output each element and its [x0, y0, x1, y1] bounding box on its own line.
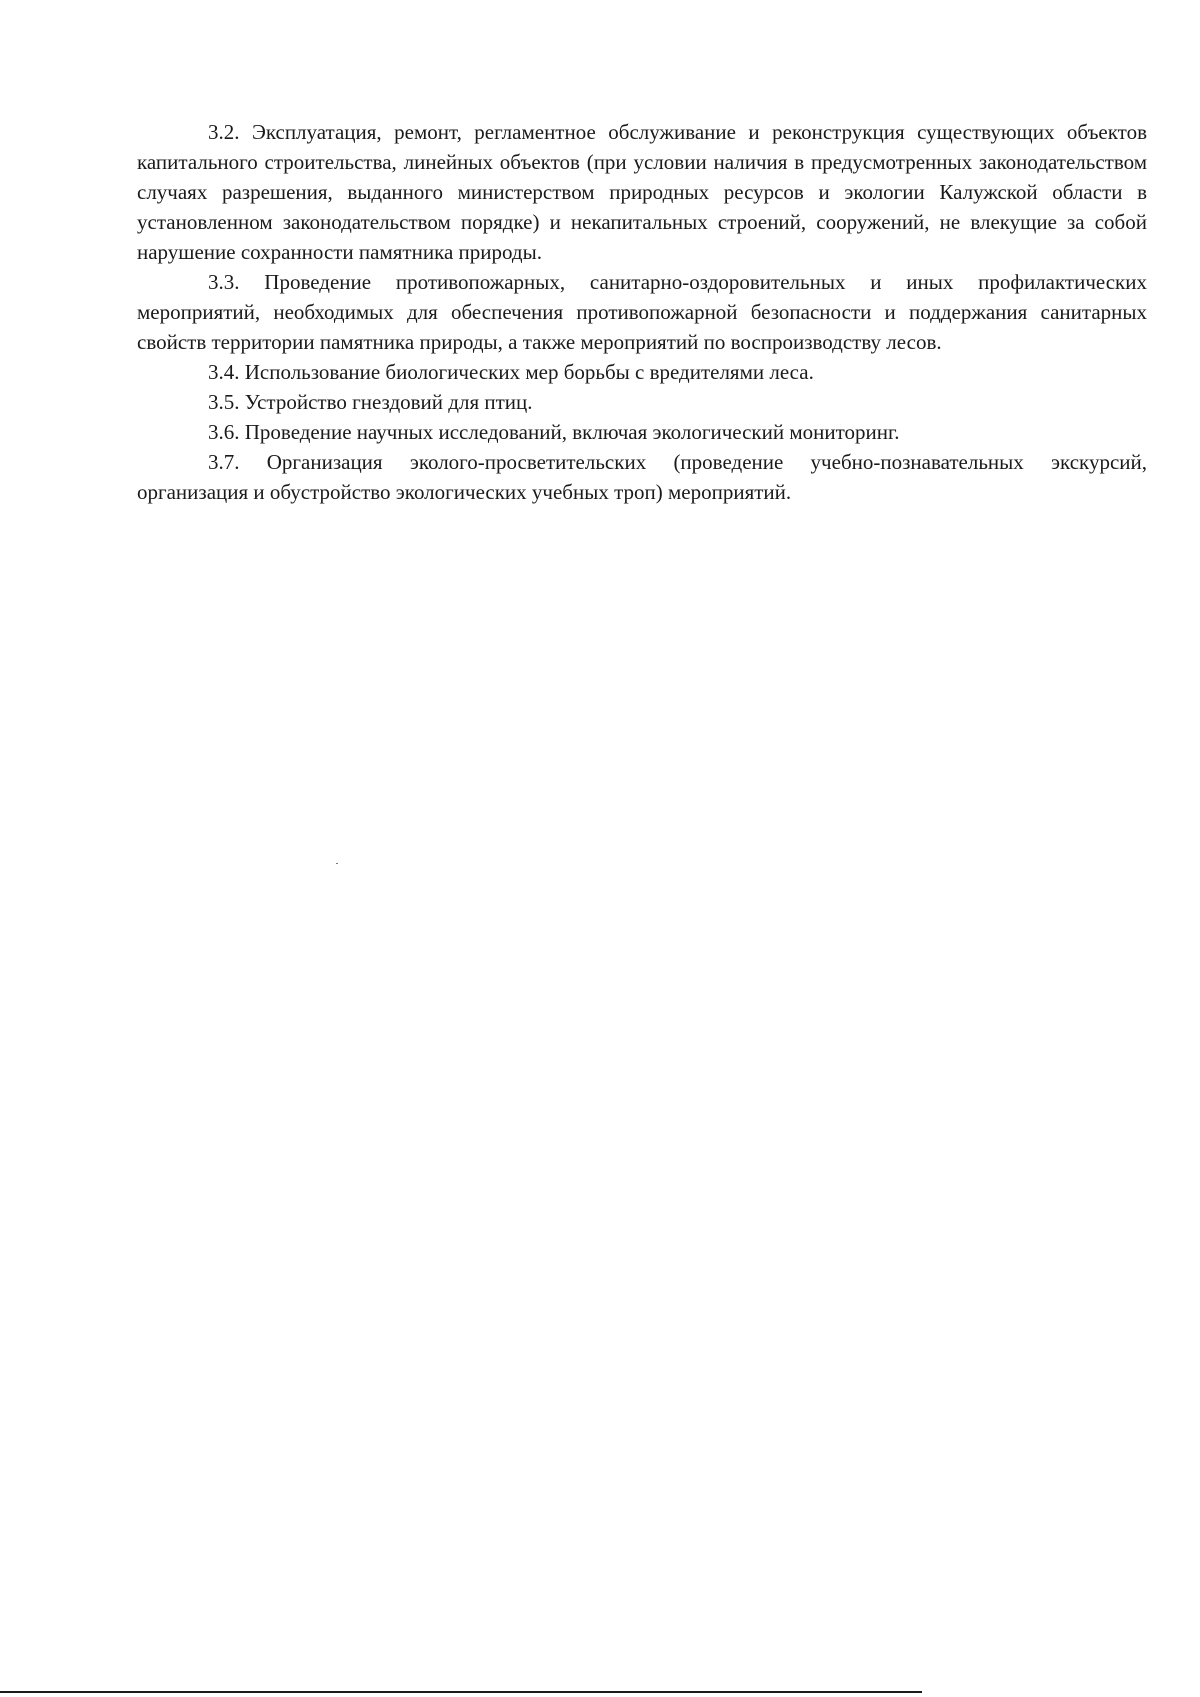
document-body [137, 117, 1147, 507]
paragraph-3-7: 3.7. Организация эколого-просветительских (проведение учебно-познавательных экскурсий, организация и обустройство экологических учебных троп) мероприятий. [137, 450, 1147, 504]
paragraph-3-4: 3.4. Использование биологических мер борьбы с вредителями леса. [208, 360, 814, 384]
page-bottom-rule [0, 1691, 922, 1693]
paragraph-3-5: 3.5. Устройство гнездовий для птиц. [208, 390, 533, 414]
scan-speck [336, 863, 338, 864]
paragraph-3-6: 3.6. Проведение научных исследований, включая экологический мониторинг. [208, 420, 900, 444]
paragraph-3-3: 3.3. Проведение противопожарных, санитарно-оздоровительных и иных профилактических мероприятий, необходимых для обеспечения противопожарной безопасности и поддержания санитарных свойств территории памятника природы, а также мероприятий по воспроизводству лесов. [137, 270, 1147, 354]
paragraph-3-2: 3.2. Эксплуатация, ремонт, регламентное обслуживание и реконструкция существующих объектов капитального строительства, линейных объектов (при условии наличия в предусмотренных законодательством случаях разрешения, выданного министерством природных ресурсов и экологии Калужской области в установленном законодательством порядке) и некапитальных строений, сооружений, не влекущие за собой нарушение сохранности памятника природы. [137, 120, 1147, 264]
